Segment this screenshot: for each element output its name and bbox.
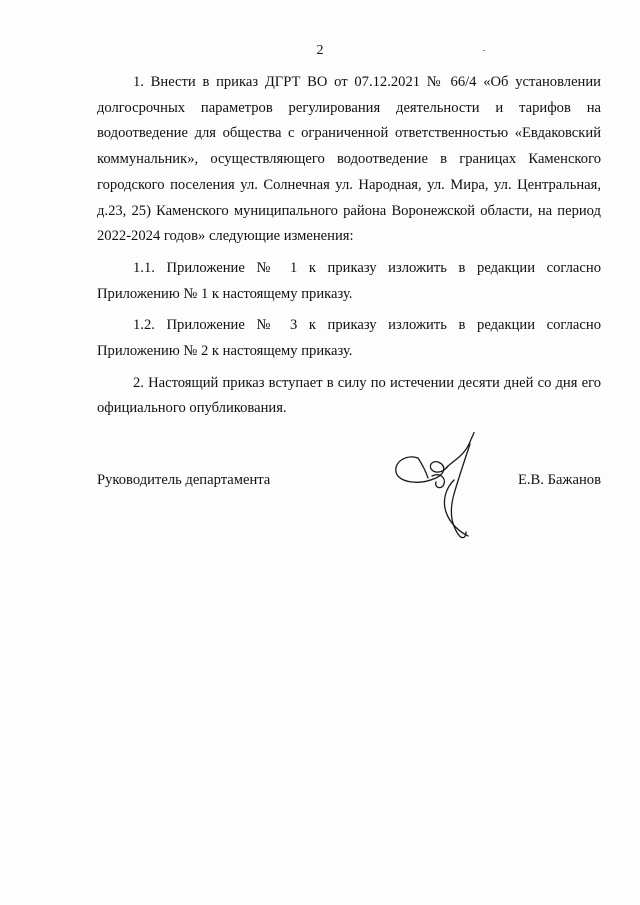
signature-block bbox=[97, 470, 601, 500]
paragraph-effective-date: 2. Настоящий приказ вступает в силу по истечении десяти дней со дня его официального опубликования. bbox=[97, 374, 601, 417]
scan-speck bbox=[483, 50, 485, 51]
signatory-title: Руководитель департамента bbox=[97, 472, 271, 488]
signatory-name: Е.В. Бажанов bbox=[517, 472, 601, 488]
paragraph-amendment: 1. Внести в приказ ДГРТ ВО от 07.12.2021 № 66/4 «Об установлении долгосрочных параметров регулирования деятельности и тарифов на водоотведение для общества с ограниченной ответственностью «Евдаковский коммунальник», осуществляющего водоотведение в границах Каменского городского поселения ул. Солнечная ул. Народная, ул. Мира, ул. Центральная, д.23, 25) Каменского муниципального района Воронежской области, на период 2022-2024 годов» следующие изменения: bbox=[97, 74, 601, 245]
page-number: 2 bbox=[316, 43, 324, 58]
document-body bbox=[97, 70, 601, 422]
paragraph-item-1-1: 1.1. Приложение № 1 к приказу изложить в редакции согласно Приложению № 1 к настоящему приказу. bbox=[97, 259, 601, 302]
handwritten-signature bbox=[388, 432, 490, 542]
paragraph-item-1-2: 1.2. Приложение № 3 к приказу изложить в редакции согласно Приложению № 2 к настоящему приказу. bbox=[97, 317, 601, 360]
